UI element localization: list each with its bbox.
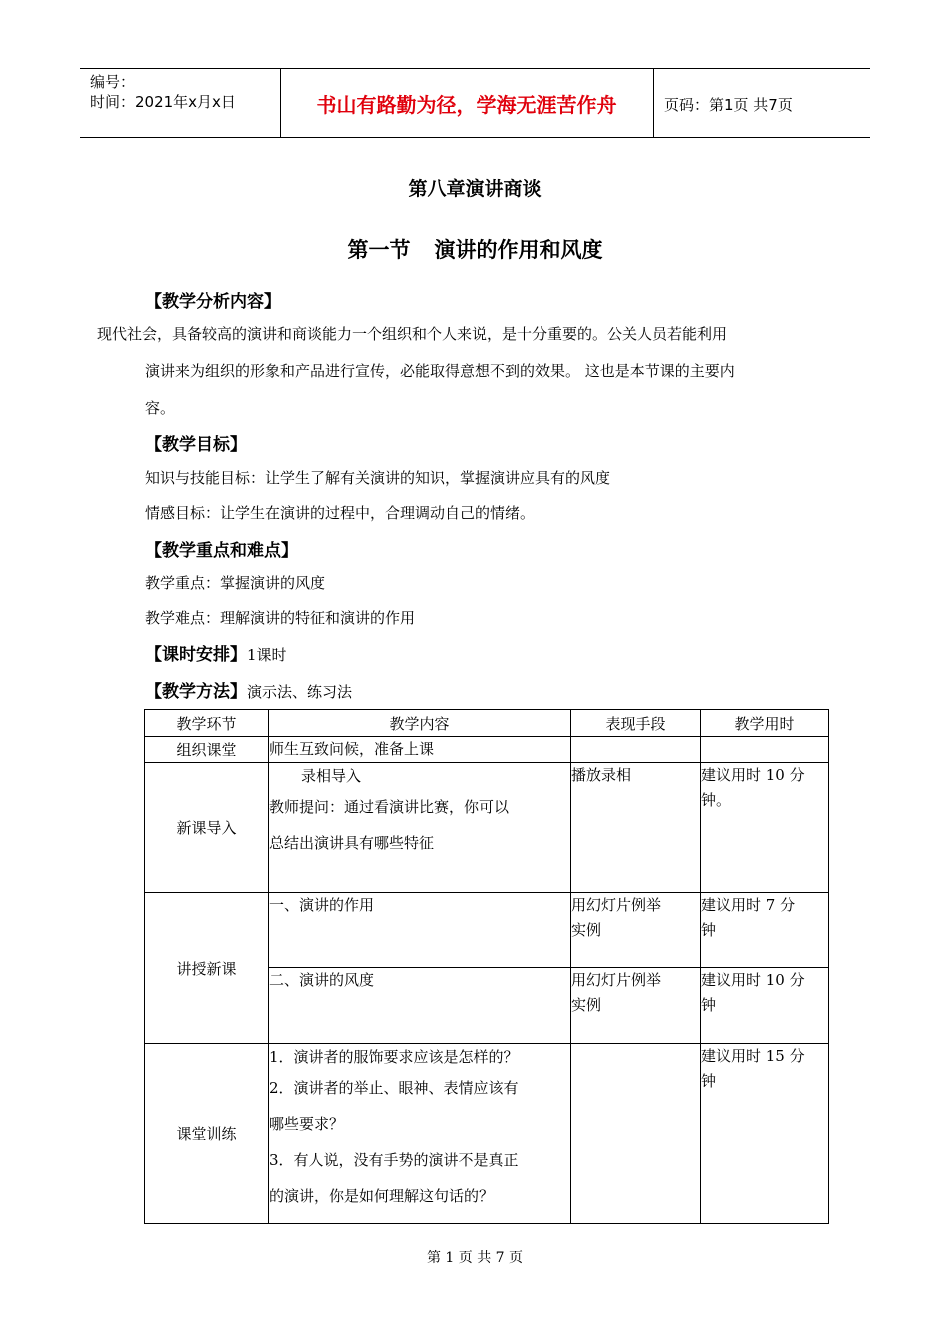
table-header-row — [145, 710, 829, 737]
time-line: 钟。 — [701, 791, 732, 809]
analysis-line-1: 现代社会，具备较高的演讲和商谈能力一个组织和个人来说，是十分重要的。公关人员若能利用 — [97, 325, 728, 343]
content-cell: 一、演讲的作用 — [269, 893, 571, 968]
keypoints-heading: 【教学重点和难点】 — [145, 541, 298, 561]
means-cell — [571, 968, 701, 1044]
header-time: 教学用时 — [701, 710, 829, 737]
time-cell — [701, 737, 829, 763]
header-page-info: 页码：第1页 共7页 — [664, 96, 793, 114]
stage-cell: 新课导入 — [145, 763, 269, 893]
question-line: 哪些要求？ — [269, 1115, 345, 1133]
chapter-title: 第八章演讲商谈 — [408, 178, 542, 200]
content-line: 总结出演讲具有哪些特征 — [269, 834, 435, 852]
time-line: 建议用时 15 分 — [701, 1047, 805, 1065]
analysis-heading: 【教学分析内容】 — [145, 292, 281, 312]
means-cell — [571, 893, 701, 968]
content-cell — [269, 1044, 571, 1224]
means-cell — [571, 737, 701, 763]
time-cell — [701, 763, 829, 893]
means-cell: 播放录相 — [571, 763, 701, 893]
stage-cell: 讲授新课 — [145, 893, 269, 1044]
means-cell — [571, 1044, 701, 1224]
question-line: 3．有人说，没有手势的演讲不是真正 — [269, 1151, 519, 1169]
page-footer: 第 1 页 共 7 页 — [426, 1250, 524, 1266]
time-line: 钟 — [701, 1072, 717, 1090]
analysis-line-2: 演讲来为组织的形象和产品进行宣传，必能取得意想不到的效果。 这也是本节课的主要内 — [145, 362, 735, 380]
means-line: 实例 — [571, 921, 602, 939]
time-line: 建议用时 7 分 — [701, 896, 796, 914]
lesson-plan-table — [144, 709, 829, 1224]
time-line: 钟 — [701, 996, 717, 1014]
method-value: 演示法、练习法 — [247, 683, 353, 701]
header-content: 教学内容 — [269, 710, 571, 737]
time-cell — [701, 968, 829, 1044]
header-stage: 教学环节 — [145, 710, 269, 737]
time-line: 钟 — [701, 921, 717, 939]
section-name: 演讲的作用和风度 — [434, 238, 603, 262]
difficult-point: 教学难点：理解演讲的特征和演讲的作用 — [145, 609, 416, 627]
content-cell: 师生互致问候，准备上课 — [269, 737, 571, 763]
method-heading: 【教学方法】 — [145, 682, 247, 702]
header-motto: 书山有路勤为径，学海无涯苦作舟 — [280, 69, 654, 137]
time-line: 建议用时 10 分 — [701, 766, 805, 784]
table-row — [145, 1044, 829, 1224]
header-meta — [80, 69, 281, 137]
time-cell — [701, 893, 829, 968]
schedule-line — [145, 640, 287, 665]
stage-cell: 组织课堂 — [145, 737, 269, 763]
content-cell — [269, 763, 571, 893]
stage-cell: 课堂训练 — [145, 1044, 269, 1224]
question-line: 2．演讲者的举止、眼神、表情应该有 — [269, 1079, 519, 1097]
number-label: 编号： — [90, 73, 136, 91]
time-line: 建议用时 10 分 — [701, 971, 805, 989]
goal-knowledge: 知识与技能目标：让学生了解有关演讲的知识，掌握演讲应具有的风度 — [145, 469, 611, 487]
schedule-value: 1课时 — [247, 646, 287, 664]
content-cell: 二、演讲的风度 — [269, 968, 571, 1044]
content-line: 录相导入 — [301, 767, 362, 785]
time-cell — [701, 1044, 829, 1224]
question-line: 的演讲，你是如何理解这句话的？ — [269, 1187, 495, 1205]
goal-emotion: 情感目标：让学生在演讲的过程中，合理调动自己的情绪。 — [145, 504, 536, 522]
header-means: 表现手段 — [571, 710, 701, 737]
page-header — [80, 68, 870, 138]
section-title — [0, 234, 950, 264]
table-row — [145, 893, 829, 968]
date-label: 时间：2021年x月x日 — [90, 93, 236, 111]
means-line: 用幻灯片例举 — [571, 971, 662, 989]
analysis-line-3: 容。 — [145, 399, 176, 417]
schedule-heading: 【课时安排】 — [145, 645, 247, 665]
table-row — [145, 763, 829, 893]
question-line: 1．演讲者的服饰要求应该是怎样的？ — [269, 1048, 519, 1066]
goals-heading: 【教学目标】 — [145, 435, 247, 455]
means-line: 用幻灯片例举 — [571, 896, 662, 914]
section-number: 第一节 — [347, 238, 411, 262]
key-point: 教学重点：掌握演讲的风度 — [145, 574, 326, 592]
means-line: 实例 — [571, 996, 602, 1014]
content-line: 教师提问：通过看演讲比赛，你可以 — [269, 798, 510, 816]
method-line — [145, 677, 352, 702]
table-row — [145, 737, 829, 763]
